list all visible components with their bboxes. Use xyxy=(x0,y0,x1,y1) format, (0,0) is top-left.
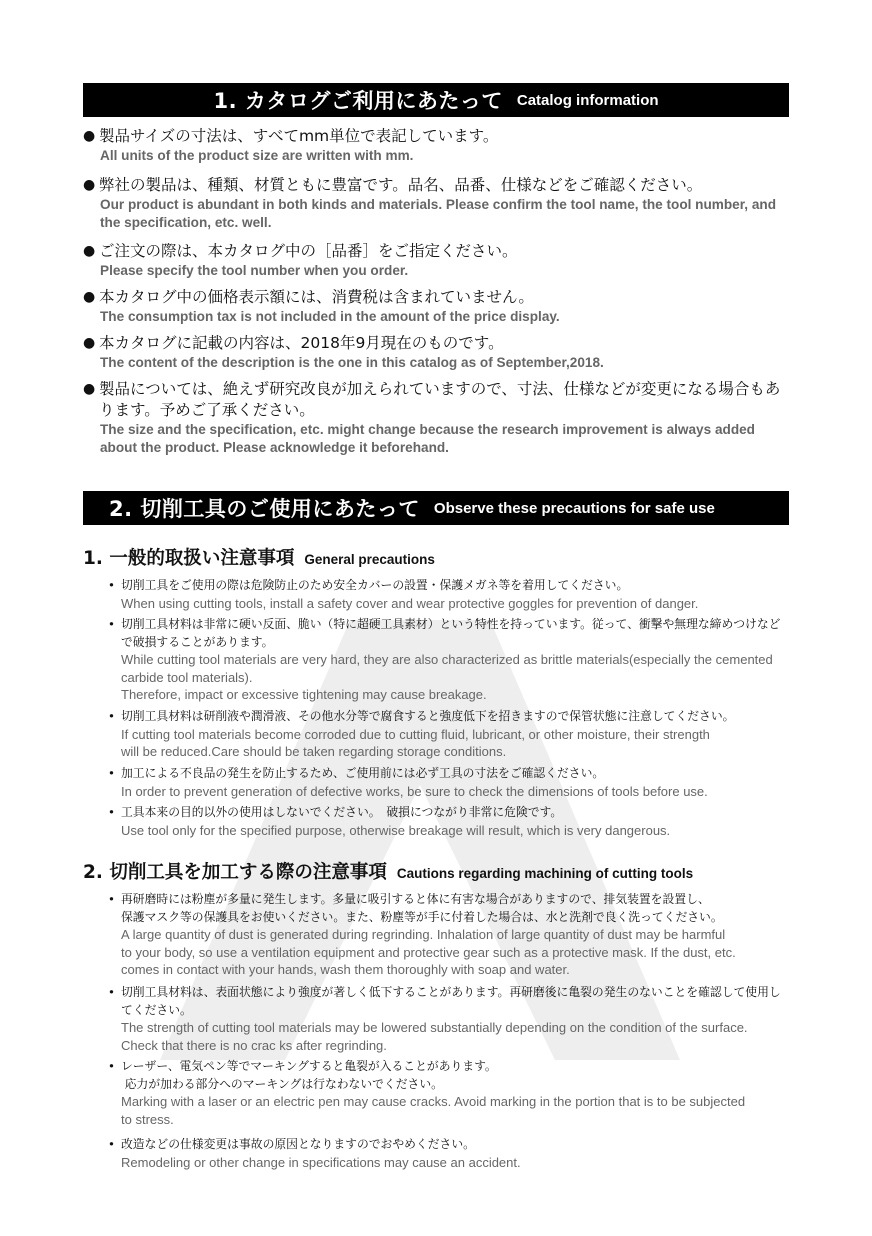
subheading-title-jp: 1. 一般的取扱い注意事項 xyxy=(83,548,295,569)
catalog-info-item xyxy=(83,333,789,372)
subheading-title-jp: 2. 切削工具を加工する際の注意事項 xyxy=(83,862,387,883)
item-text-en: The strength of cutting tool materials may be lowered substantially depending on the condition of the surface. Check that there is no crac ks after regrinding. xyxy=(121,1020,748,1053)
item-text-en: The consumption tax is not included in the amount of the price display. xyxy=(100,309,560,324)
item-text-en: The content of the description is the one in this catalog as of September,2018. xyxy=(100,355,604,370)
item-text-jp: 改造などの仕様変更は事故の原因となりますのでおやめください。 xyxy=(121,1137,475,1151)
bullet-icon: • xyxy=(108,892,115,906)
item-text-jp: 切削工具材料は、表面状態により強度が著しく低下することがあります。再研磨後に亀裂の発生のないことを確認して使用してください。 xyxy=(121,985,781,1017)
catalog-info-item xyxy=(83,241,789,280)
subheading-general-precautions xyxy=(83,544,435,570)
item-text-en: Use tool only for the specified purpose, otherwise breakage will result, which is very dangerous. xyxy=(121,822,671,838)
subheading-title-en: Cautions regarding machining of cutting tools xyxy=(396,866,694,881)
precaution-item xyxy=(108,765,792,800)
catalog-info-item xyxy=(83,379,789,457)
item-text-jp: 切削工具材料は非常に硬い反面、脆い（特に超硬工具素材）という特性を持っています。従って、衝撃や無理な締めつけなどで破損することがあります。 xyxy=(121,617,781,649)
subheading-machining-cautions xyxy=(83,858,693,884)
catalog-info-item xyxy=(83,287,789,326)
bullet-icon: • xyxy=(108,985,115,999)
bullet-icon: • xyxy=(108,578,115,592)
item-text-jp: 切削工具材料は研削液や潤滑液、その他水分等で腐食すると強度低下を招きますので保管状態に注意してください。 xyxy=(121,709,735,723)
item-text-en: While cutting tool materials are very hard, they are also characterized as brittle materials(especially the cemented carbide tool materials). Therefore, impact or excessive tightening may cause breakage. xyxy=(121,652,773,702)
item-text-jp: 弊社の製品は、種類、材質ともに豊富です。品名、品番、仕様などをご確認ください。 xyxy=(99,176,703,194)
item-text-en: If cutting tool materials become corroded due to cutting fluid, lubricant, or other moisture, their strength will be reduced.Care should be taken regarding storage conditions. xyxy=(121,726,710,759)
item-text-en: Marking with a laser or an electric pen may cause cracks. Avoid marking in the portion that is to be subjected to stress. xyxy=(121,1094,746,1127)
item-text-en: Our product is abundant in both kinds and materials. Please confirm the tool name, the tool number, and the specification, etc. well. xyxy=(100,197,776,230)
item-text-en: In order to prevent generation of defective works, be sure to check the dimensions of tools before use. xyxy=(121,783,708,799)
bullet-icon: • xyxy=(108,805,115,819)
catalog-info-item xyxy=(83,175,789,232)
item-text-jp: ご注文の際は、本カタログ中の［品番］をご指定ください。 xyxy=(99,242,518,260)
section-header-catalog-info xyxy=(83,83,789,117)
item-text-jp: 本カタログ中の価格表示額には、消費税は含まれていません。 xyxy=(99,288,534,306)
item-text-jp: 切削工具をご使用の際は危険防止のため安全カバーの設置・保護メガネ等を着用してください。 xyxy=(121,578,629,592)
precaution-item xyxy=(108,804,792,839)
bullet-icon: • xyxy=(108,617,115,631)
section-title-jp: 2. 切削工具のご使用にあたって xyxy=(109,497,420,521)
precaution-item xyxy=(108,1058,792,1128)
bullet-icon: ● xyxy=(83,128,96,144)
item-text-jp: 工具本来の目的以外の使用はしないでください。 破損につながり非常に危険です。 xyxy=(121,805,563,819)
precaution-item xyxy=(108,708,792,761)
precaution-item xyxy=(108,616,792,704)
bullet-icon: • xyxy=(108,709,115,723)
item-text-en: The size and the specification, etc. might change because the research improvement is always added about the product. Please acknowledge it beforehand. xyxy=(100,422,755,455)
catalog-info-item xyxy=(83,126,789,165)
section-title-en: Catalog information xyxy=(516,91,659,109)
item-text-en: When using cutting tools, install a safety cover and wear protective goggles for prevention of danger. xyxy=(121,595,699,611)
item-text-en: Please specify the tool number when you order. xyxy=(100,263,409,278)
item-text-jp: 本カタログに記載の内容は、2018年9月現在のものです。 xyxy=(99,334,504,352)
item-text-jp: 製品については、絶えず研究改良が加えられていますので、寸法、仕様などが変更になる場合もあります。予めご了承ください。 xyxy=(99,380,781,419)
bullet-icon: ● xyxy=(83,381,96,397)
bullet-icon: • xyxy=(108,1137,115,1151)
item-text-en: All units of the product size are written with mm. xyxy=(100,148,414,163)
precaution-item xyxy=(108,891,792,979)
bullet-icon: • xyxy=(108,1059,115,1073)
section-header-safe-use xyxy=(83,491,789,525)
bullet-icon: • xyxy=(108,766,115,780)
item-text-en: Remodeling or other change in specifications may cause an accident. xyxy=(121,1154,521,1170)
section-title-jp: 1. カタログご利用にあたって xyxy=(213,89,503,113)
section-title-en: Observe these precautions for safe use xyxy=(433,499,715,517)
subheading-title-en: General precautions xyxy=(304,552,435,567)
bullet-icon: ● xyxy=(83,335,96,351)
item-text-jp: 再研磨時には粉塵が多量に発生します。多量に吸引すると体に有害な場合がありますので、排気装置を設置し、 保護マスク等の保護具をお使いください。また、粉塵等が手に付着した場合は、水と洗剤で良く洗ってください。 xyxy=(121,892,723,924)
item-text-jp: レーザー、電気ペン等でマーキングすると亀裂が入ることがあります。 応力が加わる部分へのマーキングは行なわないでください。 xyxy=(121,1059,497,1091)
precaution-item xyxy=(108,577,792,612)
precaution-item xyxy=(108,984,792,1054)
item-text-jp: 製品サイズの寸法は、すべてmm単位で表記しています。 xyxy=(99,127,499,145)
bullet-icon: ● xyxy=(83,243,96,259)
bullet-icon: ● xyxy=(83,177,96,193)
item-text-jp: 加工による不良品の発生を防止するため、ご使用前には必ず工具の寸法をご確認ください。 xyxy=(121,766,605,780)
item-text-en: A large quantity of dust is generated during regrinding. Inhalation of large quantity of dust may be harmful to your body, so use a ventilation equipment and protective gear such as a protective mask. If the dust, etc. comes in contact with your hands, wash them thoroughly with soap and water. xyxy=(121,927,736,977)
precaution-item xyxy=(108,1136,792,1171)
bullet-icon: ● xyxy=(83,289,96,305)
